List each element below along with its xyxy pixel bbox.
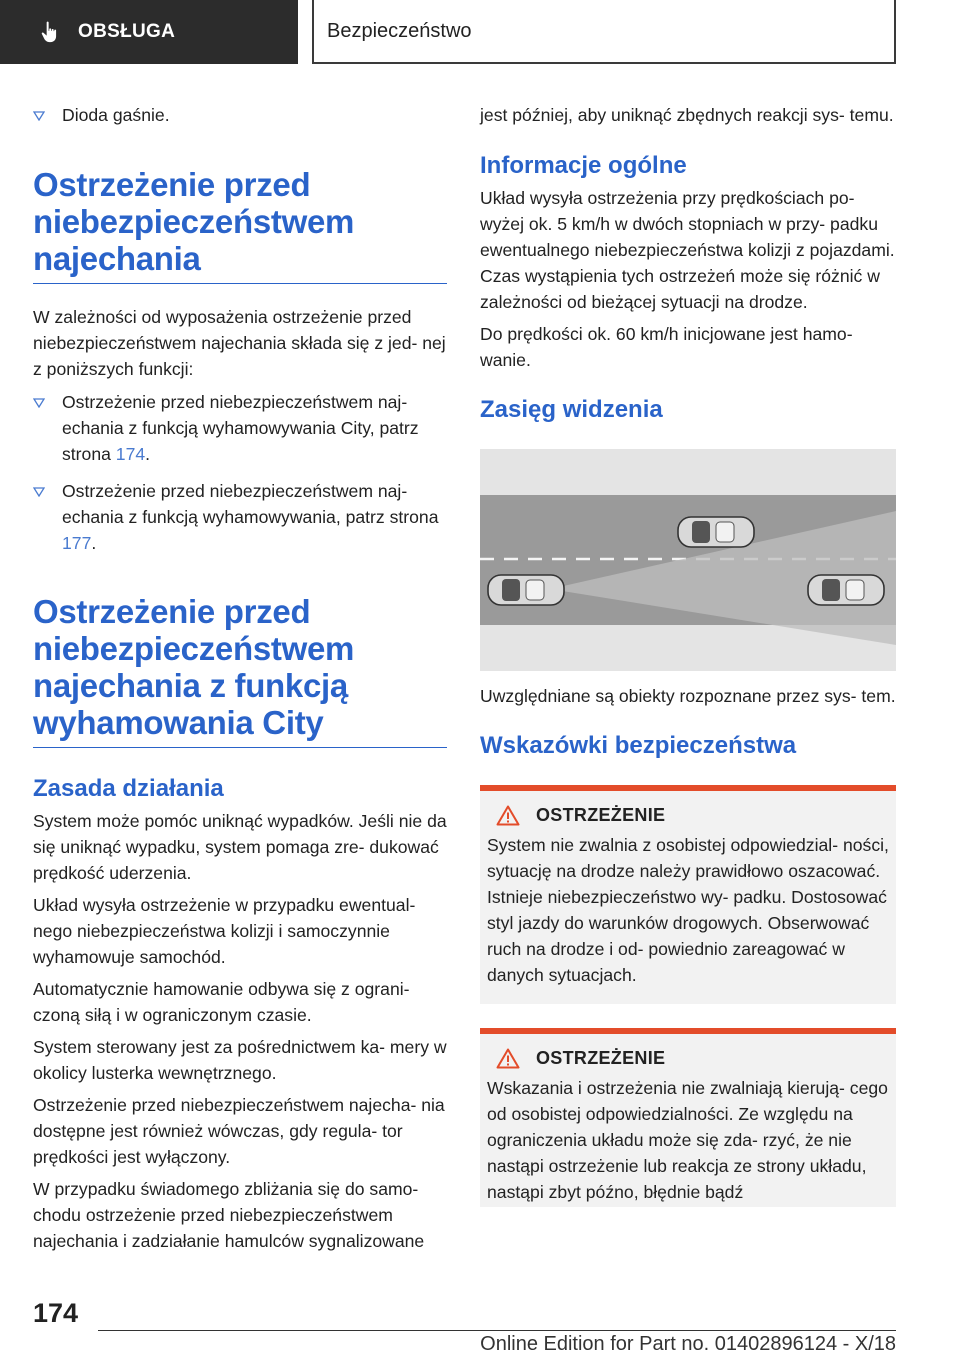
list-item (33, 102, 447, 128)
page-number: 174 (33, 1298, 79, 1328)
warning-label: OSTRZEŻENIE (536, 1048, 666, 1068)
section-heading (33, 166, 447, 284)
detection-range-figure (480, 449, 896, 671)
footer-divider (98, 1330, 896, 1331)
chapter-label: OBSŁUGA (78, 21, 176, 42)
warning-title (496, 805, 889, 826)
warning-label: OSTRZEŻENIE (536, 805, 666, 825)
list-item: Ostrzeżenie przed niebezpieczeństwem naj‐ echania z funkcją wyhamowywania, patrz strona 177. (33, 478, 447, 556)
paragraph: jest później, aby uniknąć zbędnych reakcji sys‐ temu. (480, 105, 894, 125)
paragraph: System sterowany jest za pośrednictwem ka‐ mery w okolicy lusterka wewnętrznego. (33, 1037, 447, 1083)
warning-text: Wskazania i ostrzeżenia nie zwalniają kierują‐ cego od osobistej odpowiedzialności. Ze względu na ograniczenia układu może się zda‐ rzyć, że nie nastąpi ostrzeżenie lub reakcja ze strony układu, nastąpi zbyt późno, błędnie bądź (487, 1078, 888, 1202)
warning-text: System nie zwalnia z osobistej odpowiedzial‐ ności, sytuację na drodze należy prawidłowo oszacować. Istnieje niebezpieczeństwo wy‐ padku. Dostosować styl jazdy do warunków drogowych. Obserwować ruch na drodze i od‐ powiednio zareagować w danych sytuacjach. (487, 835, 889, 985)
paragraph: Ostrzeżenie przed niebezpieczeństwem najecha‐ nia dostępne jest również wówczas, gdy regula‐ tor prędkości jest wyłączony. (33, 1095, 445, 1167)
bullet-triangle-icon (33, 398, 45, 408)
chapter-tab[interactable] (0, 0, 298, 64)
figure-caption: Uwzględniane są obiekty rozpoznane przez sys‐ tem. (480, 686, 896, 706)
heading-line: najechania z funkcją (33, 667, 348, 704)
subsection-heading: Informacje ogólne (480, 152, 687, 179)
paragraph: System może pomóc uniknąć wypadków. Jeśli nie da się uniknąć wypadku, system pomaga zre‐ dukować prędkość uderzenia. (33, 811, 447, 883)
paragraph: Układ wysyła ostrzeżenia przy prędkościach po‐ wyżej ok. 5 km/h w dwóch stopniach w przy‐ padku ewentualnego niebezpieczeństwa kolizji z pojazdami. Czas wystąpienia tych ostrzeżeń może się różnić w zależności od bieżącej sytuacji na drodze. (480, 188, 895, 312)
subsection-heading: Zasada działania (33, 775, 224, 802)
heading-line: niebezpieczeństwem (33, 630, 355, 667)
left-column (33, 100, 447, 1254)
page-link[interactable]: 177 (62, 533, 92, 553)
list-item: Ostrzeżenie przed niebezpieczeństwem naj‐ echania z funkcją wyhamowywania City, patrz strona 174. (33, 389, 447, 467)
warning-title (496, 1048, 889, 1069)
heading-line: wyhamowania City (33, 704, 324, 741)
edition-note: Online Edition for Part no. 01402896124 - X/18 (480, 1333, 896, 1355)
bullet-triangle-icon (33, 111, 45, 121)
warning-triangle-icon (496, 1048, 520, 1069)
section-intro: W zależności od wyposażenia ostrzeżenie przed niebezpieczeństwem najechania składa się z jed‐ nej z poniższych funkcji: (33, 307, 446, 379)
section-title: Bezpieczeństwo (327, 19, 472, 42)
section-title-box (312, 0, 896, 64)
paragraph: W przypadku świadomego zbliżania się do samo‐ chodu ostrzeżenie przed niebezpieczeństwem najechania i zadziałanie hamulców sygnalizowane (33, 1179, 425, 1251)
section-heading (33, 593, 447, 748)
list-item-text: Ostrzeżenie przed niebezpieczeństwem naj‐ echania z funkcją wyhamowywania, patrz strona (62, 481, 439, 527)
page-link[interactable]: 174 (115, 444, 146, 464)
list-item-text: Ostrzeżenie przed niebezpieczeństwem naj‐ echania z funkcją wyhamowywania City, patrz strona (62, 392, 419, 464)
intro-list (33, 102, 447, 128)
function-list (33, 389, 447, 556)
warning-triangle-icon (496, 805, 520, 826)
paragraph: Układ wysyła ostrzeżenie w przypadku ewentual‐ nego niebezpieczeństwa kolizji i samoczynnie wyhamowuje samochód. (33, 895, 416, 967)
paragraph: Automatycznie hamowanie odbywa się z ograni‐ czoną siłą i w ograniczonym czasie. (33, 979, 410, 1025)
heading-line: najechania (33, 240, 201, 277)
road-illustration (480, 449, 896, 671)
heading-line: Ostrzeżenie przed (33, 593, 311, 630)
warning-box (480, 785, 896, 1004)
heading-line: niebezpieczeństwem (33, 203, 355, 240)
bullet-triangle-icon (33, 487, 45, 497)
car-icon (808, 575, 884, 605)
right-column (480, 100, 896, 1207)
subsection-heading: Zasięg widzenia (480, 396, 663, 423)
car-icon (488, 575, 564, 605)
hand-pointer-icon (38, 19, 64, 45)
car-icon (678, 517, 754, 547)
warning-box (480, 1028, 896, 1207)
paragraph: Do prędkości ok. 60 km/h inicjowane jest hamo‐ wanie. (480, 324, 853, 370)
list-item-text: Dioda gaśnie. (62, 105, 170, 125)
heading-line: Ostrzeżenie przed (33, 166, 311, 203)
subsection-heading: Wskazówki bezpieczeństwa (480, 732, 797, 759)
